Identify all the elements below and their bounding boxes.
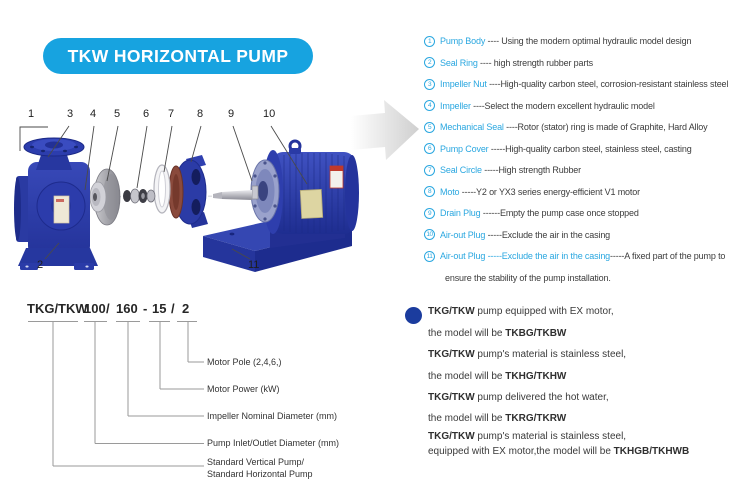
ex-line: the model will be TKRG/TKRW [428,413,567,424]
ex-motor-variants [428,300,756,470]
parts-list-item [424,35,756,47]
part-name: Seal Ring [440,57,478,68]
label-standard-line2: Standard Horizontal Pump [207,468,313,479]
ex-line: TKG/TKW pump's material is stainless steel, [428,349,627,360]
ex-line: TKG/TKW pump's material is stainless steel, [428,431,627,442]
label-inlet-outlet-diameter: Pump Inlet/Outlet Diameter (mm) [207,438,340,448]
part-name: Impeller Nut [440,79,487,89]
part-name: Moto [440,186,460,197]
parts-list-item [424,100,756,112]
part-description: ----High-quality carbon steel, corrosion-resistant stainless steel [486,79,729,89]
part-name: Air-out Plug [440,229,486,240]
part-description: ---- high strength rubber parts [477,57,593,68]
part-description: ----Select the modern excellent hydraulic model [470,100,655,111]
bullet-icon [405,307,422,324]
part-name: Air-out Plug -----Exclude the air in the casing [440,251,611,261]
callout-number: 10 [263,108,276,120]
ex-line: the model will be TKHG/TKHW [428,371,567,382]
label-standard-pump [207,457,313,480]
pump-cover [169,155,208,228]
parts-list-item [424,78,756,90]
callout-number: 7 [168,108,175,120]
part-name: Mechanical Seal [440,122,504,132]
page-title: TKW HORIZONTAL PUMP [67,45,289,66]
callout-number: 4 [90,108,97,120]
parts-list-item [424,229,756,241]
parts-list-item [424,250,756,262]
model-code-lines [28,322,204,467]
impeller [90,169,120,225]
item-number-badge: 8 [424,186,435,197]
model-code-segment: 160 [116,301,138,316]
label-motor-pole: Motor Pole (2,4,6,) [207,357,282,367]
item-number-badge: 5 [424,122,435,133]
pump-body [14,138,98,270]
model-code-separator: / [106,301,110,316]
ex-line: TKG/TKW pump delivered the hot water, [428,392,609,403]
callout-number: 2 [37,259,44,271]
parts-list-item [424,121,756,133]
part-description-continued: ensure the stability of the pump installation. [445,272,611,283]
label-impeller-diameter: Impeller Nominal Diameter (mm) [207,411,338,421]
callout-number: 1 [28,108,35,120]
ex-line: TKG/TKW pump equipped with EX motor, [428,306,614,317]
part-description: -----High strength Rubber [481,165,582,175]
parts-list-item [424,164,756,176]
part-description: -----High-quality carbon steel, stainless steel, casting [488,143,692,154]
part-name: Pump Cover [440,143,489,154]
callout-number: 5 [114,108,121,120]
part-description: ------Empty the pump case once stopped [480,208,639,218]
label-motor-power: Motor Power (kW) [207,384,280,394]
callout-number: 9 [228,108,235,120]
model-code-segment: 100 [84,301,106,316]
part-description: -----Y2 or YX3 series energy-efficient V1 motor [459,186,640,197]
part-name: Pump Body [440,36,486,46]
model-code-separator: - [143,301,148,316]
part-description: ---- Using the modern optimal hydraulic model design [485,36,692,46]
parts-list [424,35,756,284]
parts-list-item [424,143,756,155]
item-number-badge: 9 [424,208,435,219]
part-name: Drain Plug [440,208,481,218]
item-number-badge: 6 [424,143,435,154]
item-number-badge: 2 [424,57,435,68]
label-standard-line1: Standard Vertical Pump/ [207,457,305,467]
item-number-badge: 4 [424,100,435,111]
shaft-seals [123,189,155,203]
parts-list-item [424,57,756,69]
item-number-badge: 11 [424,251,435,262]
model-code-separator: / [171,301,175,316]
part-description: -----A fixed part of the pump to [610,251,726,261]
part-name: Impeller [440,100,471,111]
callout-number: 11 [248,259,260,271]
item-number-badge: 7 [424,165,435,176]
item-number-badge: 1 [424,36,435,47]
item-number-badge: 3 [424,79,435,90]
model-code-segment: TKG/TKW [27,301,88,316]
parts-list-item [424,207,756,219]
callout-number: 3 [67,108,74,120]
seal-ring-o-ring [154,165,170,213]
right-arrow-icon [351,100,419,160]
parts-list-item [424,186,756,198]
part-name: Seal Circle [440,165,482,175]
callout-number: 8 [197,108,204,120]
callout-number: 6 [143,108,150,120]
part-description: ----Rotor (stator) ring is made of Graphite, Hard Alloy [503,122,708,132]
ex-line: the model will be TKBG/TKBW [428,328,567,339]
model-code-segment: 2 [182,301,190,316]
item-number-badge: 10 [424,229,435,240]
ex-line: equipped with EX motor,the model will be TKHGB/TKHWB [428,446,690,457]
model-code-segment: 15 [152,301,167,316]
part-description: -----Exclude the air in the casing [485,229,611,240]
